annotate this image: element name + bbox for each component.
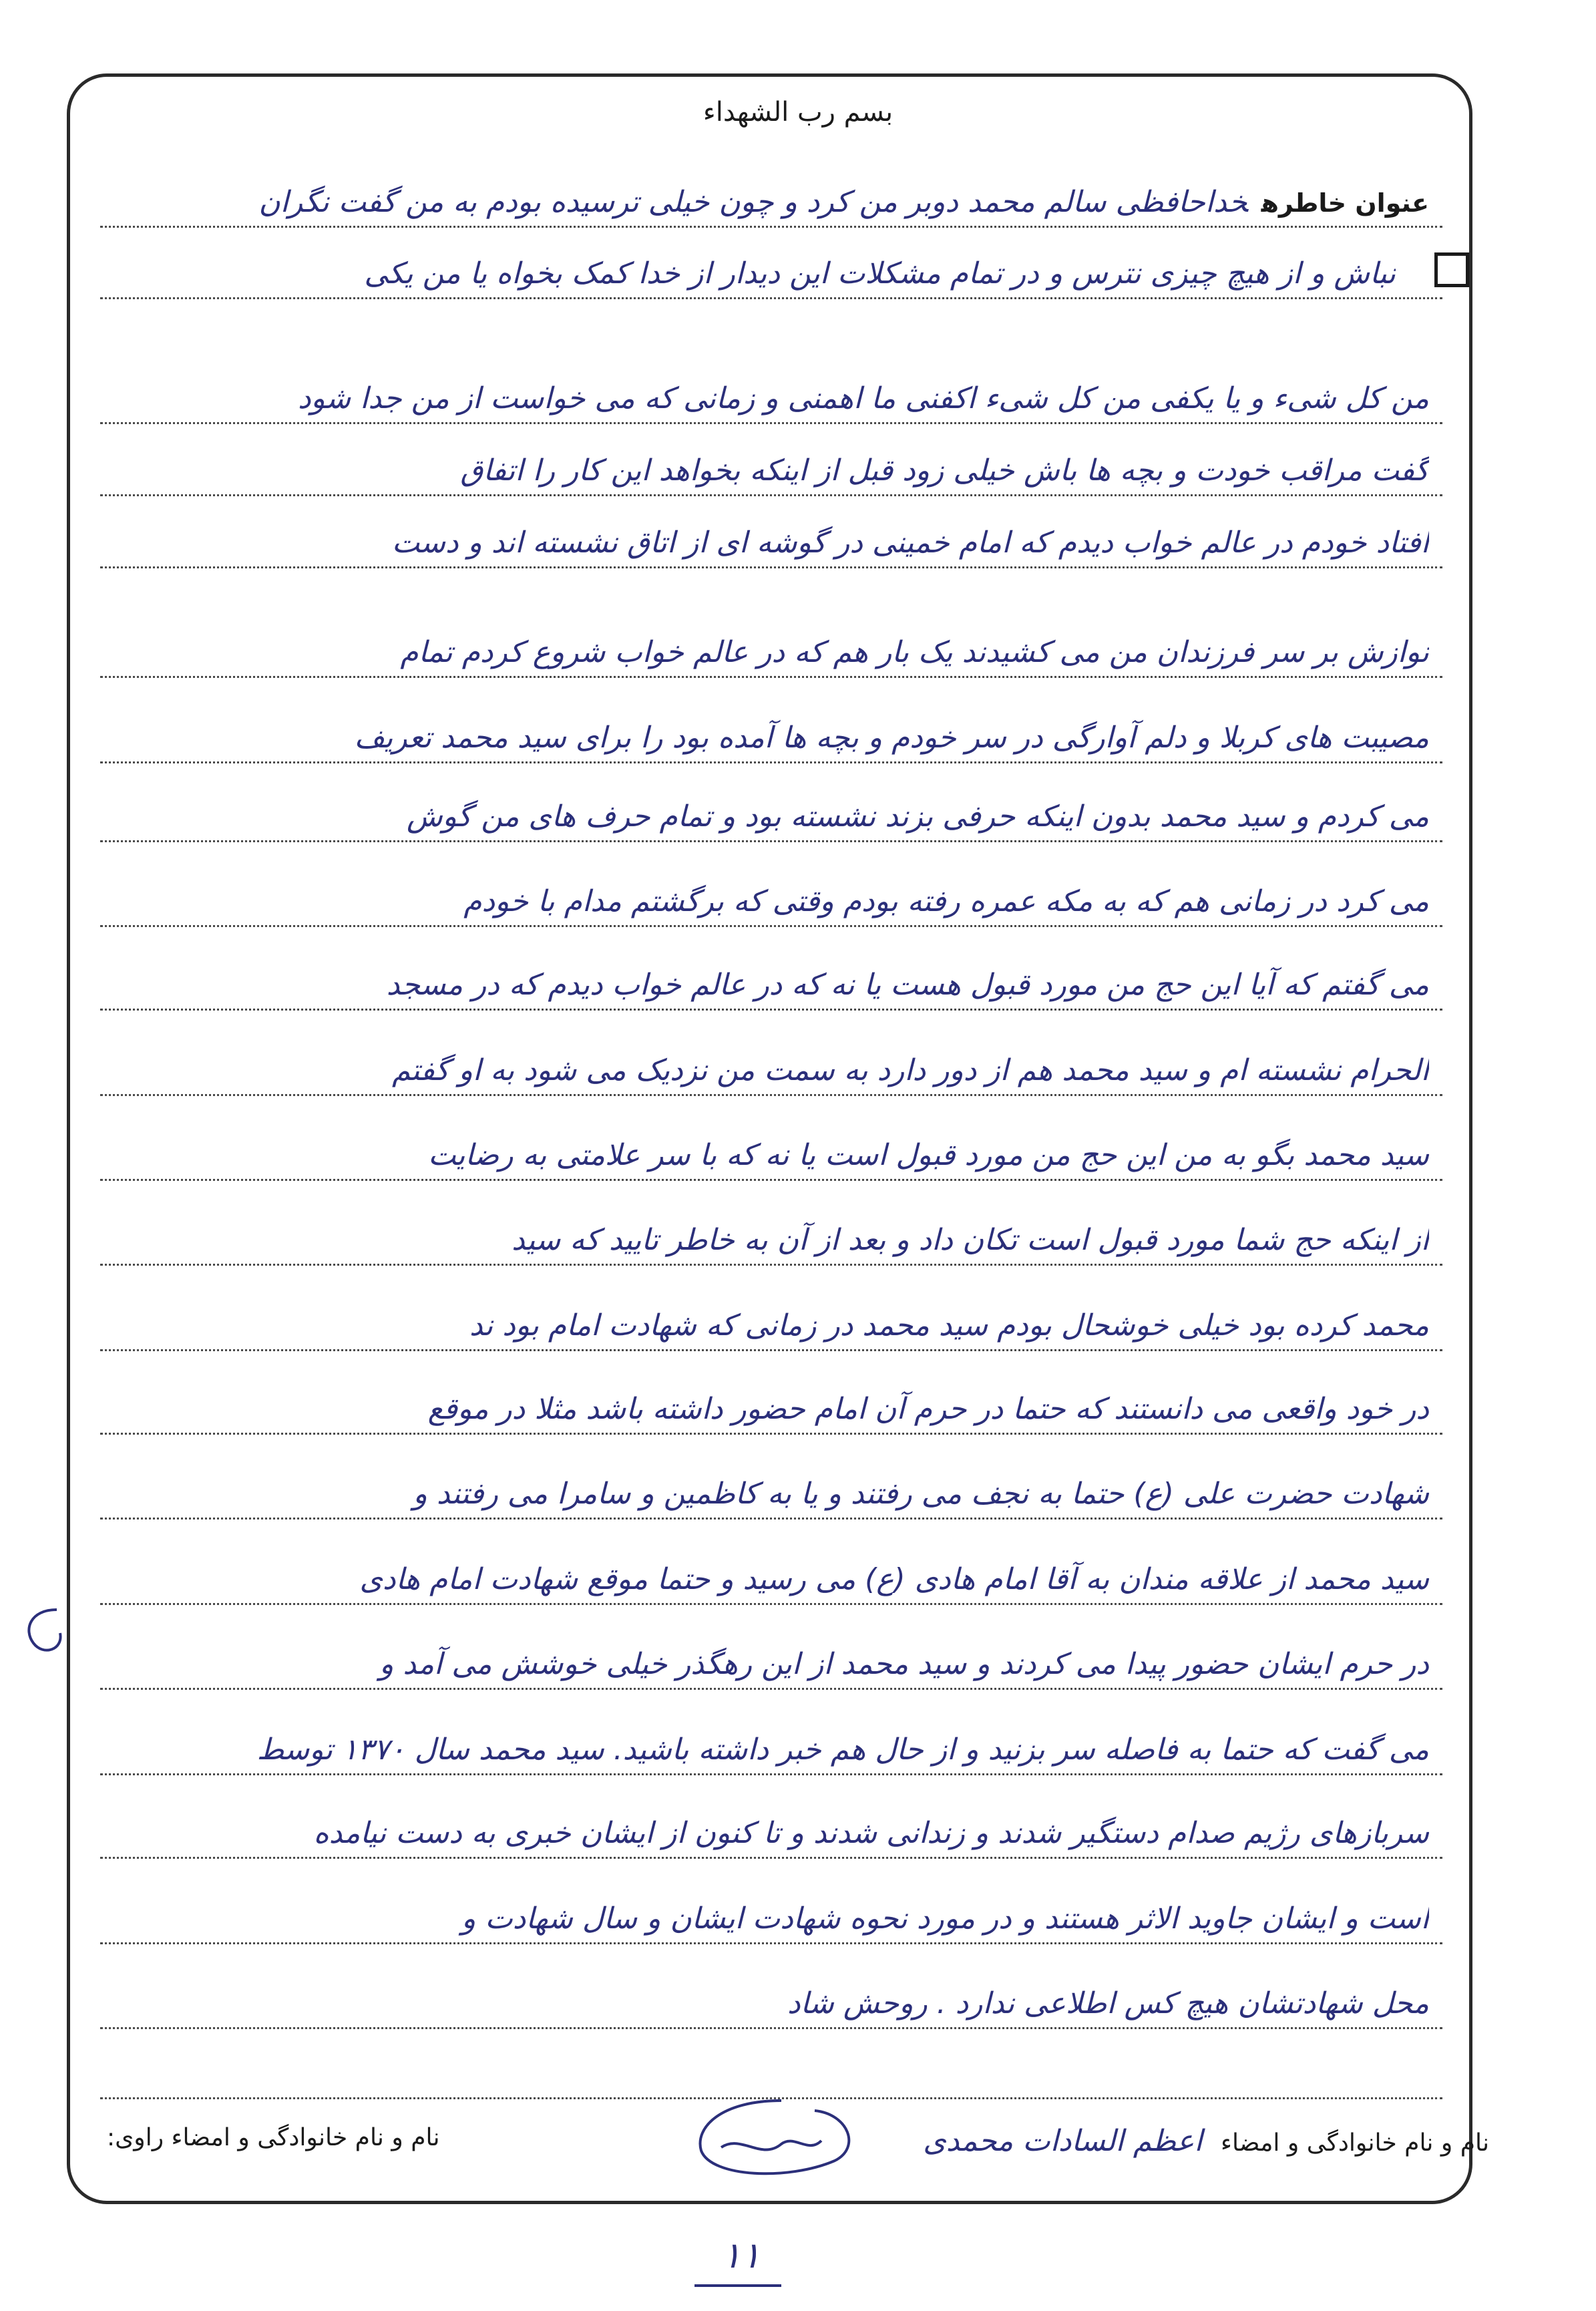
ruled-line (100, 1349, 1442, 1351)
page-number: ۱۱ (721, 2234, 761, 2276)
handwritten-line: محل شهادتشان هیچ کس اطلاعی ندارد . روحش شاد (787, 1986, 1429, 2020)
checkbox[interactable] (1434, 252, 1469, 287)
ruled-line (100, 1603, 1442, 1605)
ruled-line (100, 840, 1442, 842)
footer (107, 2124, 1489, 2171)
handwritten-line (100, 179, 1429, 226)
ruled-line (100, 1264, 1442, 1266)
handwritten-line: نوازش بر سر فرزندان من می کشیدند یک بار هم که در عالم خواب شروع کردم تمام (400, 635, 1429, 669)
handwritten-line: مصیبت های کربلا و دلم آوارگی در سر خودم و بچه ها آمده بود را برای سید محمد تعریف (354, 721, 1429, 755)
handwritten-line: در خود واقعی می دانستند که حتما در حرم آن امام حضور داشته باشد مثلا در موقع (427, 1392, 1429, 1426)
handwritten-line: می کردم و سید محمد بدون اینکه حرفی بزند نشسته بود و تمام حرف های من گوش (406, 799, 1429, 834)
handwritten-line: سربازهای رژیم صدام دستگیر شدند و زندانی شدند و تا کنون از ایشان خبری به دست نیامده (313, 1816, 1429, 1850)
writer-name: اعظم السادات محمدی (923, 2124, 1203, 2158)
page-number-underline (694, 2284, 781, 2287)
ruled-line (100, 1942, 1442, 1944)
ruled-line (100, 1773, 1442, 1775)
handwritten-line: می گفتم که آیا این حج من مورد قبول هست یا نه که در عالم خواب دیدم که در مسجد (386, 968, 1429, 1002)
handwritten-line: من کل شیء و یا یکفی من کل شیء اکفنی ما اهمنی و زمانی که می خواست از من جدا شود (297, 381, 1429, 415)
ruled-line (100, 297, 1442, 299)
handwritten-line: شهادت حضرت علی (ع) حتما به نجف می رفتند و یا به کاظمین و سامرا می رفتند و (413, 1477, 1429, 1511)
ruled-line (100, 2027, 1442, 2029)
ruled-line (100, 226, 1442, 228)
margin-mark (17, 1603, 70, 1663)
memoir-title-label: عنوان خاطره (1261, 188, 1429, 218)
writer-signature-field (923, 2124, 1489, 2158)
narrator-signature-field (107, 2124, 439, 2151)
page-header-title: بسم رب الشهداء (703, 97, 893, 128)
handwritten-line: نباش و از هیچ چیزی نترس و در تمام مشکلات این دیدار از خدا کمک بخواه یا من یکی (364, 256, 1396, 291)
handwritten-line: از اینکه حج شما مورد قبول است تکان داد و بعد از آن به خاطر تایید که سید (512, 1223, 1429, 1257)
ruled-line (100, 1009, 1442, 1011)
ruled-line (100, 676, 1442, 678)
ruled-line (100, 1094, 1442, 1096)
ruled-line (100, 925, 1442, 927)
ruled-line (100, 566, 1442, 568)
handwritten-text: خداحافظی سالم محمد دوبر من کرد و چون خیلی ترسیده بودم به من گفت نگران (258, 185, 1248, 219)
ruled-line (100, 1179, 1442, 1181)
handwritten-line: گفت مراقب خودت و بچه ها باش خیلی زود قبل از اینکه بخواهد این کار را اتفاق (460, 454, 1429, 488)
writer-signature-label: نام و نام خانوادگی و امضاء (1221, 2129, 1489, 2157)
handwritten-line: است و ایشان جاوید الاثر هستند و در مورد نحوه شهادت ایشان و سال شهادت و (461, 1902, 1429, 1936)
narrator-signature-label: نام و نام خانوادگی و امضاء راوی: (107, 2124, 440, 2151)
ruled-line (100, 761, 1442, 763)
handwritten-line: می گفت که حتما به فاصله سر بزنید و از حال هم خبر داشته باشید. سید محمد سال ۱۳۷۰ توسط (256, 1733, 1429, 1767)
handwritten-line: محمد کرده بود خیلی خوشحال بودم سید محمد در زمانی که شهادت امام بود ند (469, 1308, 1429, 1343)
handwritten-line: می کرد در زمانی هم که به مکه عمره رفته بودم وقتی که برگشتم مدام با خودم (463, 884, 1429, 918)
handwritten-line: سید محمد بگو به من این حج من مورد قبول است یا نه که با سر علامتی به رضایت (428, 1138, 1429, 1172)
ruled-line (100, 1688, 1442, 1690)
ruled-line (100, 494, 1442, 496)
handwritten-line: افتاد خودم در عالم خواب دیدم که امام خمینی در گوشه ای از اتاق نشسته اند و دست (391, 526, 1429, 560)
ruled-line (100, 1518, 1442, 1520)
ruled-line (100, 422, 1442, 424)
ruled-line (100, 1857, 1442, 1859)
handwritten-line: سید محمد از علاقه مندان به آقا امام هادی (ع) می رسید و حتما موقع شهادت امام هادی (359, 1562, 1429, 1596)
handwritten-line: الحرام نشسته ام و سید محمد هم از دور دارد به سمت من نزدیک می شود به او گفتم (392, 1053, 1429, 1087)
ruled-line (100, 1433, 1442, 1435)
handwritten-line: در حرم ایشان حضور پیدا می کردند و سید محمد از این رهگذر خیلی خوشش می آمد و (379, 1647, 1429, 1681)
